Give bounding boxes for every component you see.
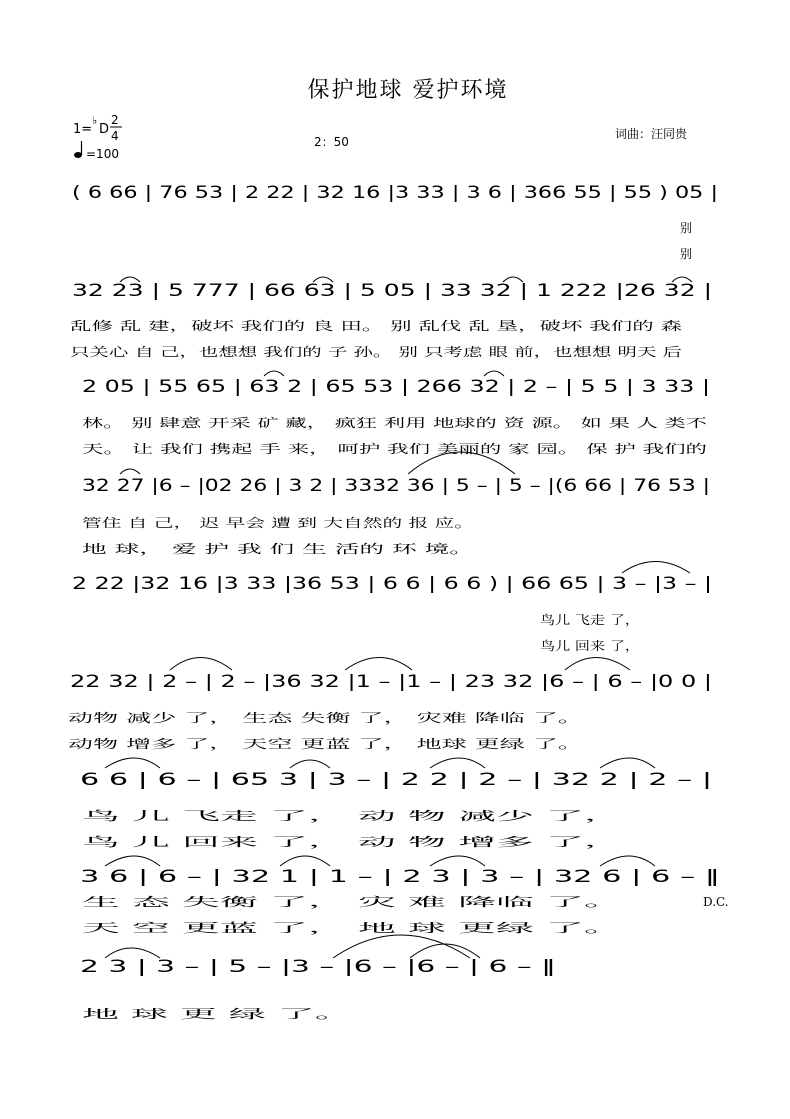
lyric-row-1-a: 别 [680, 221, 693, 235]
lyric-row-1-b: 别 [680, 247, 693, 261]
duration-label: 2：50 [314, 135, 349, 149]
notation-row-3: 2 05 | 55 65 | 63 2 | 65 53 | 266 32 | 2 – | 5 5 | 3 33 | [82, 377, 710, 397]
lyric-row-4-a: 管住 自 己， 迟 早会 遭 到 大自然的 报 应。 [82, 516, 321, 530]
key-letter: D [99, 122, 110, 137]
time-sig-top: 2 [111, 113, 119, 127]
lyric-row-8-b: 天 空 更蓝 了， 地 球 更绿 了。 [82, 921, 253, 935]
lyric-row-3-b: 天。 让 我们 携起 手 来， 呵护 我们 美丽的 家 园。 保 护 我们的 [82, 442, 432, 456]
notation-row-8: 3 6 | 6 – | 32 1 | 1 – | 2 3 | 3 – | 32 6 | 6 – ‖ [80, 867, 720, 887]
credits-label: 词曲：汪同贵 [615, 127, 688, 141]
notation-row-5: 2 22 |32 16 |3 33 |36 53 | 6 6 | 6 6 ) | 66 65 | 3 – |3 – | [72, 574, 712, 594]
lyric-row-7-a: 鸟 儿 飞走 了， 动 物 减少 了， [82, 809, 253, 823]
tempo-marking: =100 [86, 147, 119, 161]
lyric-row-6-b: 动物 增多 了， 天空 更蓝 了， 地球 更绿 了。 [68, 737, 315, 751]
time-sig-bottom: 4 [111, 129, 119, 143]
key-signature [73, 113, 122, 143]
quarter-note-icon [74, 141, 82, 158]
song-title: 保护地球 爱护环境 [307, 78, 509, 103]
lyric-row-5-a: 鸟儿 飞走 了， [540, 613, 620, 627]
dc-marking: D.C. [703, 895, 729, 909]
notation-row-9: 2 3 | 3 – | 5 – |3 – |6 – |6 – | 6 – ‖ [80, 957, 556, 977]
notation-row-2: 32 23 | 5 777 | 66 63 | 5 05 | 33 32 | 1 222 |26 32 | [72, 281, 712, 301]
key-one: 1= [73, 122, 93, 137]
notation-row-1: ( 6 66 | 76 53 | 2 22 | 32 16 |3 33 | 3 6 | 366 55 | 55 ) 05 | [72, 183, 718, 203]
lyric-row-5-b: 鸟儿 回来 了， [540, 639, 620, 653]
lyric-row-9-a: 地 球 更 绿 了。 [82, 1007, 170, 1021]
lyric-row-3-a: 林。 别 肆意 开采 矿 藏， 疯狂 利用 地球的 资 源。 如 果 人 类不 [82, 416, 436, 430]
lyric-row-2-a: 乱修 乱 建，破坏 我们的 良 田。 别 乱伐 乱 垦，破坏 我们的 森 [70, 319, 412, 333]
lyric-row-4-b: 地 球， 爱 护 我 们 生 活的 环 境。 [82, 542, 273, 556]
lyric-row-6-a: 动物 减少 了， 生态 失衡 了， 灾难 降临 了。 [68, 711, 315, 725]
key-flat: ♭ [92, 114, 98, 127]
lyric-row-7-b: 鸟 儿 回来 了， 动 物 增多 了， [82, 835, 253, 849]
notation-row-7: 6 6 | 6 – | 65 3 | 3 – | 2 2 | 2 – | 32 2 | 2 – | [80, 770, 712, 790]
notation-row-4: 32 27 |6 – |02 26 | 3 2 | 3332 36 | 5 – | 5 – |(6 66 | 76 53 | [82, 476, 710, 496]
notation-row-6: 22 32 | 2 – | 2 – |36 32 |1 – |1 – | 23 32 |6 – | 6 – |0 0 | [70, 672, 712, 692]
lyric-row-8-a: 生 态 失衡 了， 灾 难 降临 了。 [82, 895, 253, 909]
lyric-row-2-b: 只关心 自 己，也想想 我们的 子 孙。 别 只考虑 眼 前，也想想 明天 后 [70, 345, 448, 359]
